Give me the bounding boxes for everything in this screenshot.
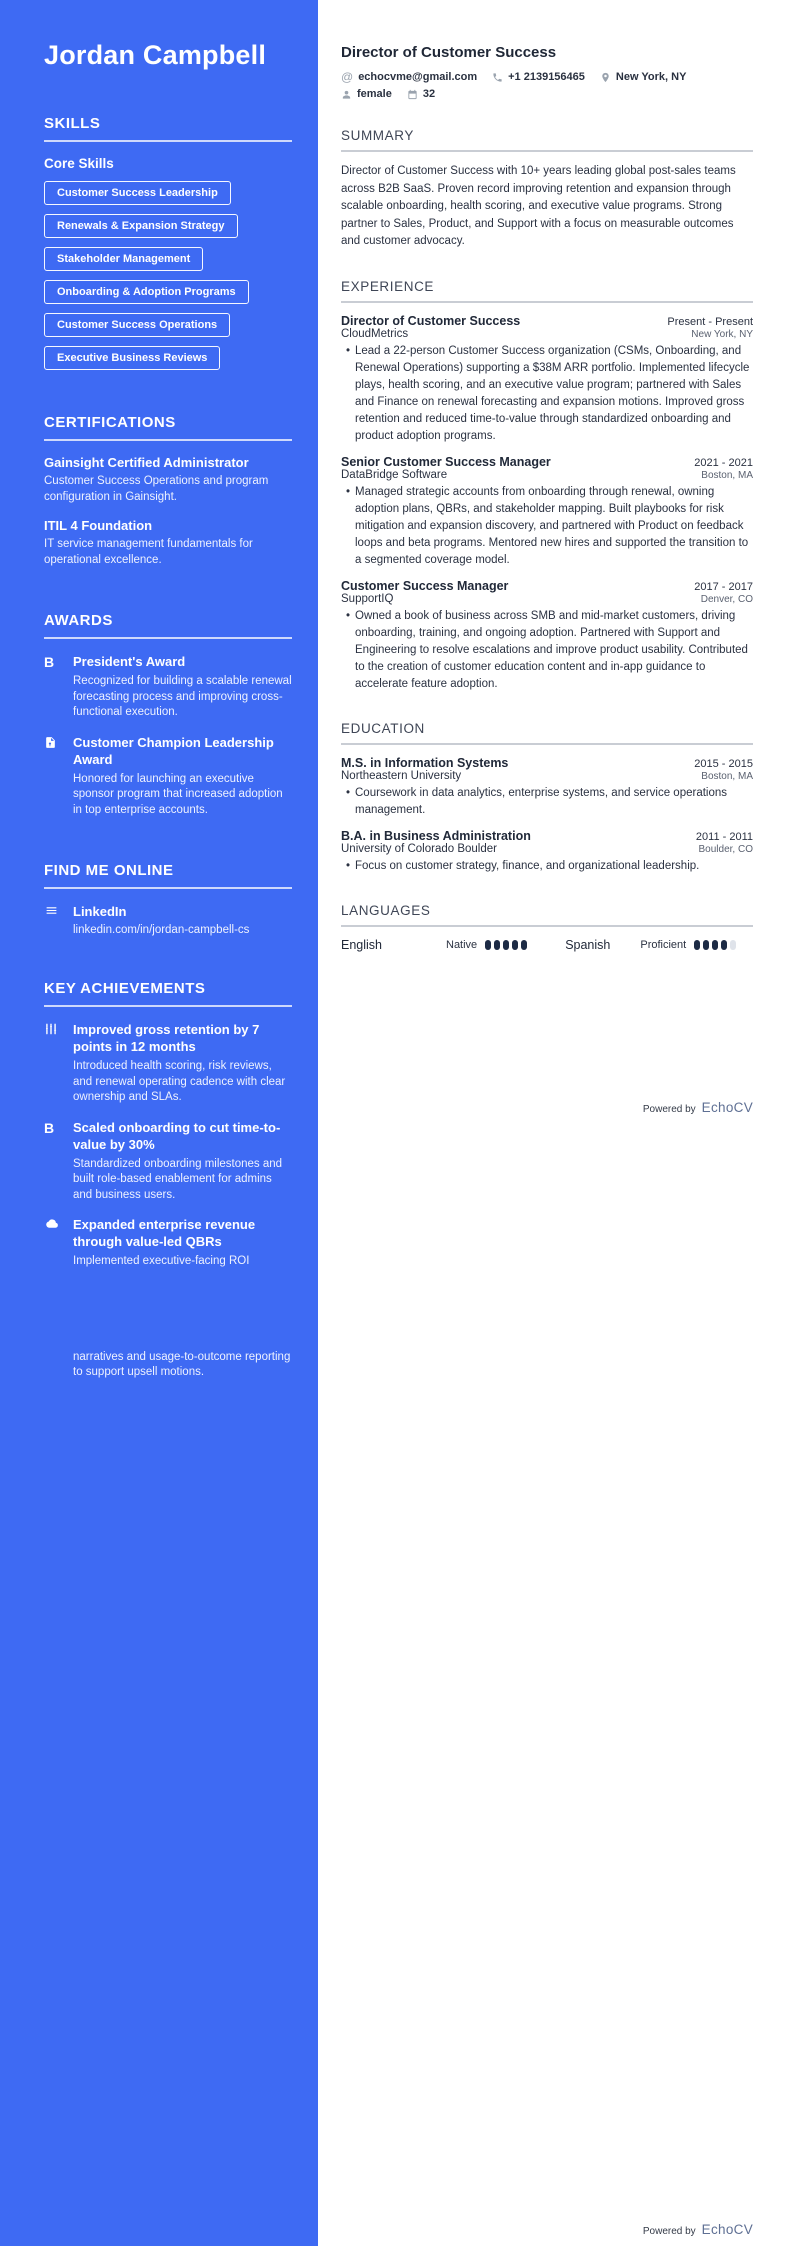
experience-location: Boston, MA (701, 469, 753, 481)
experience-entry (341, 579, 753, 693)
education-location: Boston, MA (701, 770, 753, 782)
skill-chip: Customer Success Leadership (44, 181, 231, 205)
bullet-marker: • (345, 344, 351, 357)
phone-icon (492, 72, 503, 83)
skill-chip: Executive Business Reviews (44, 346, 220, 370)
achievement-desc: Standardized onboarding milestones and built role-based enablement for admins and business users. (73, 1157, 283, 1201)
job-title: Director of Customer Success (341, 44, 557, 61)
skills-section (44, 115, 292, 370)
language-level: Native (446, 938, 478, 951)
social-link-label: LinkedIn (73, 904, 127, 919)
languages-section (341, 903, 753, 952)
education-section (341, 721, 753, 875)
social-link-item (44, 903, 292, 936)
experience-location: New York, NY (691, 328, 753, 340)
education-school: University of Colorado Boulder (341, 842, 497, 855)
awards-section (44, 612, 292, 818)
achievement-desc: Introduced health scoring, risk reviews, and renewal operating cadence with clear ownership and SLAs. (73, 1060, 286, 1103)
education-bullet: • Coursework in data analytics, enterprise systems, and service operations management. (341, 785, 753, 819)
contact-location: New York, NY (600, 70, 687, 84)
menu-icon (44, 903, 61, 936)
experience-company: SupportIQ (341, 592, 394, 605)
certifications-section (44, 414, 292, 568)
languages-row (341, 938, 753, 952)
contact-age: 32 (407, 88, 435, 100)
experience-title: Customer Success Manager (341, 578, 509, 593)
bullet-marker: • (345, 609, 351, 622)
main-content (318, 0, 794, 2246)
at-icon: @ (341, 70, 354, 84)
education-heading: EDUCATION (341, 721, 753, 745)
page1-footer (643, 1100, 753, 1115)
page-break-spacer (73, 1270, 292, 1350)
echocv-brand[interactable]: EchoCV (701, 2222, 753, 2237)
badge-b-icon: B (44, 654, 55, 670)
award-title: Customer Champion Leadership Award (73, 734, 274, 767)
experience-title: Senior Customer Success Manager (341, 454, 551, 469)
achievement-title: Scaled onboarding to cut time-to-value by 30% (73, 1119, 281, 1152)
summary-heading: SUMMARY (341, 128, 753, 152)
bullet-marker: • (345, 485, 351, 498)
achievement-item (44, 1216, 292, 1381)
education-entry (341, 756, 753, 819)
skill-chip: Renewals & Expansion Strategy (44, 214, 238, 238)
skills-heading: SKILLS (44, 115, 292, 142)
certification-item (44, 518, 292, 568)
contact-phone: +1 2139156465 (492, 70, 585, 84)
certification-desc: Customer Success Operations and program configuration in Gainsight. (44, 475, 269, 503)
achievement-title: Expanded enterprise revenue through value-led QBRs (73, 1217, 256, 1249)
find-me-online-section (44, 862, 292, 936)
echocv-brand[interactable]: EchoCV (701, 1100, 753, 1115)
language-level: Proficient (640, 938, 687, 951)
sliders-icon (44, 1021, 61, 1106)
education-bullet: • Focus on customer strategy, finance, and organizational leadership. (341, 858, 753, 875)
achievement-desc-page1: Implemented executive-facing ROI (73, 1255, 250, 1267)
language-name: Spanish (565, 937, 611, 952)
award-desc: Honored for launching an executive sponsor program that increased adoption in top enterprise accounts. (73, 772, 283, 816)
calendar-icon (407, 89, 418, 100)
experience-dates: 2017 - 2017 (694, 580, 753, 593)
experience-dates: 2021 - 2021 (694, 456, 753, 469)
education-degree: B.A. in Business Administration (341, 828, 531, 843)
contact-row (341, 70, 753, 100)
key-achievements-heading: KEY ACHIEVEMENTS (44, 980, 292, 1007)
experience-heading: EXPERIENCE (341, 279, 753, 303)
certification-title: ITIL 4 Foundation (44, 518, 153, 533)
certification-desc: IT service management fundamentals for operational excellence. (44, 538, 253, 566)
achievement-desc-page2: narratives and usage-to-outcome reporting to support upsell motions. (73, 1350, 291, 1378)
skill-chip: Stakeholder Management (44, 247, 203, 271)
person-icon (341, 89, 352, 100)
awards-heading: AWARDS (44, 612, 292, 639)
experience-bullet: • Owned a book of business across SMB and mid-market customers, driving onboarding, training, and ongoing adoption. Partnered with Support and Engineering to resolve escalations and improve product usability. Contributed to the creation of customer education content and in-app guidance to accelerate feature adoption. (341, 608, 753, 693)
experience-entry (341, 314, 753, 445)
bullet-marker: • (345, 859, 351, 872)
experience-section (341, 279, 753, 693)
education-degree: M.S. in Information Systems (341, 755, 509, 770)
language-proficiency-dots (694, 940, 736, 950)
powered-by-label: Powered by (642, 1104, 696, 1115)
award-item (44, 653, 292, 721)
candidate-name: Jordan Campbell (44, 40, 267, 70)
contact-email: @ echocvme@gmail.com (341, 70, 478, 84)
experience-bullet: • Lead a 22-person Customer Success organization (CSMs, Onboarding, and Renewal Operations) supporting a $38M ARR portfolio. Implemented lifecycle plays, health scoring, and an executive value program; partnered with Sales and Finance on renewal forecasting and expansion motions. Improved gross retention and reduced time-to-value through standardized onboarding and product adoption programs. (341, 343, 753, 445)
experience-entry (341, 455, 753, 569)
certification-item (44, 455, 292, 505)
languages-heading: LANGUAGES (341, 903, 753, 927)
powered-by-label: Powered by (642, 2226, 696, 2237)
achievement-item (44, 1021, 292, 1106)
language-name: English (341, 937, 382, 952)
experience-company: CloudMetrics (341, 327, 409, 340)
experience-location: Denver, CO (700, 593, 753, 605)
education-dates: 2011 - 2011 (695, 830, 753, 843)
find-me-online-heading: FIND ME ONLINE (44, 862, 292, 889)
skills-group-label: Core Skills (44, 156, 114, 171)
achievement-title: Improved gross retention by 7 points in 12 months (73, 1022, 260, 1054)
map-pin-icon (600, 72, 611, 83)
experience-dates: Present - Present (667, 315, 753, 328)
bullet-marker: • (345, 786, 351, 799)
education-school: Northeastern University (341, 769, 462, 782)
experience-bullet: • Managed strategic accounts from onboarding through renewal, owning adoption plans, QBRs, and stakeholder mapping. Built playbooks for risk mitigation and expansion discovery, and partnered with Product on feedback loops and beta programs. Mentored new hires and supported the transition to a segmented coverage model. (341, 484, 753, 569)
document-icon (44, 734, 61, 819)
key-achievements-section (44, 980, 292, 1381)
sidebar (0, 0, 318, 2246)
award-item (44, 734, 292, 819)
education-dates: 2015 - 2015 (694, 757, 753, 770)
cloud-icon (44, 1216, 61, 1381)
page2-footer (643, 2222, 753, 2237)
contact-gender: female (341, 88, 392, 100)
skill-chip: Customer Success Operations (44, 313, 230, 337)
education-location: Boulder, CO (698, 843, 753, 855)
skill-chip: Onboarding & Adoption Programs (44, 280, 249, 304)
certification-title: Gainsight Certified Administrator (44, 455, 249, 470)
summary-section (341, 128, 753, 251)
education-entry (341, 829, 753, 875)
award-desc: Recognized for building a scalable renewal forecasting process and improving cross-functional execution. (73, 675, 292, 718)
achievement-item (44, 1119, 292, 1204)
social-link-url[interactable]: linkedin.com/in/jordan-campbell-cs (73, 924, 250, 936)
experience-title: Director of Customer Success (341, 313, 521, 328)
badge-b-icon: B (44, 1119, 55, 1136)
language-proficiency-dots (485, 940, 527, 950)
summary-text: Director of Customer Success with 10+ years leading global post-sales teams across B2B SaaS. Proven record improving retention and expansion through scalable onboarding, health scoring, and executive value programs. Strong partner to Sales, Product, and Support with a focus on measurable outcomes and customer advocacy. (341, 165, 736, 247)
certifications-heading: CERTIFICATIONS (44, 414, 292, 441)
experience-company: DataBridge Software (341, 468, 448, 481)
award-title: President's Award (73, 654, 186, 669)
